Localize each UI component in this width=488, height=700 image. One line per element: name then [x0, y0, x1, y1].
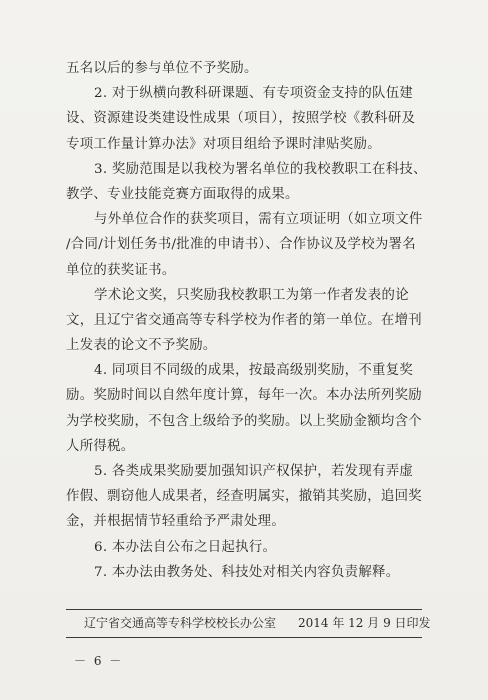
body-line: 金，并根据情节轻重给予严肃处理。 [66, 514, 286, 530]
body-line: /合同/计划任务书/批准的申请书）、合作协议及学校为署名 [66, 237, 416, 253]
body-line: 为学校奖励，不包含上级给予的奖励。以上奖励金额均含个 [66, 413, 422, 429]
body-line: 作假、剽窃他人成果者，经查明属实，撤销其奖励，追回奖 [66, 489, 422, 505]
body-line: 2. 对于纵横向教科研课题、有专项资金支持的队伍建 [94, 86, 414, 102]
body-line: 专项工作量计算办法》对项目组给予课时津贴奖励。 [66, 136, 381, 152]
body-line: 单位的获奖证书。 [66, 262, 176, 278]
body-line: 上发表的论文不予奖励。 [66, 338, 217, 354]
body-line: 与外单位合作的获奖项目，需有立项证明（如立项文件 [94, 212, 423, 228]
body-line: 五名以后的参与单位不予奖励。 [66, 61, 258, 76]
page-number: － 6 － [74, 654, 124, 668]
body-line: 7. 本办法由教务处、科技处对相关内容负责解释。 [94, 564, 400, 580]
body-line: 学术论文奖，只奖励我校教职工为第一作者发表的论 [94, 287, 409, 303]
body-line: 文，且辽宁省交通高等专科学校为作者的第一单位。在增刊 [66, 312, 422, 328]
body-line: 教学、专业技能竞赛方面取得的成果。 [66, 186, 299, 202]
body-line: 设、资源建设类建设性成果（项目），按照学校《教科研及 [66, 111, 416, 127]
body-line: 6. 本办法自公布之日起执行。 [94, 539, 277, 555]
body-line: 人所得税。 [66, 438, 135, 454]
footer-bottom-rule [66, 637, 422, 638]
body-line: 励。奖励时间以自然年度计算，每年一次。本办法所列奖励 [66, 388, 422, 404]
document-body [66, 56, 436, 585]
footer-issuer: 辽宁省交通高等专科学校校长办公室 [84, 616, 277, 630]
body-line: 4. 同项目不同级的成果，按最高级别奖励，不重复奖 [94, 363, 414, 379]
body-line: 3. 奖励范围是以我校为署名单位的我校教职工在科技、 [94, 161, 427, 177]
footer-issue-date: 2014 年 12 月 9 日印发 [298, 616, 431, 630]
body-line: 5. 各类成果奖励要加强知识产权保护，若发现有弄虚 [94, 464, 414, 479]
footer-top-rule [66, 609, 422, 610]
